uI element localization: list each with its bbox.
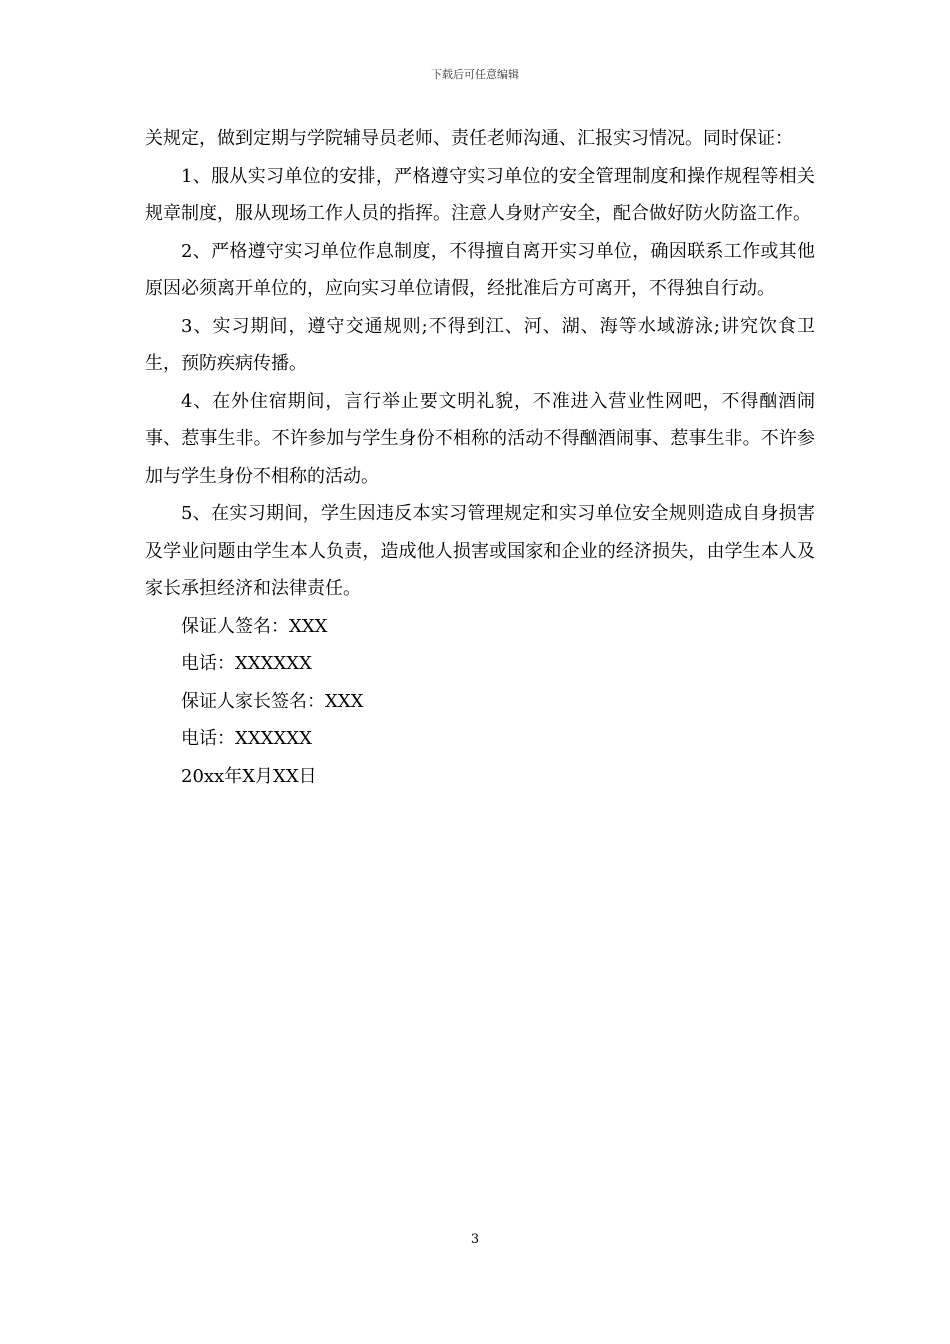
paragraph-item-2: 2、严格遵守实习单位作息制度，不得擅自离开实习单位，确因联系工作或其他原因必须离开单位的，应向实习单位请假，经批准后方可离开，不得独自行动。 (145, 240, 815, 299)
guarantor-signature: 保证人签名：XXX (181, 615, 328, 637)
guarantor-phone: 电话：XXXXXX (181, 653, 312, 674)
signature-block (145, 608, 815, 796)
signature-date: 20xx年X月XX日 (181, 765, 317, 787)
parent-signature: 保证人家长签名：XXX (181, 690, 364, 712)
page-header: 下载后可任意编辑 (431, 68, 519, 81)
document-body (145, 120, 815, 795)
paragraph-item-5: 5、在实习期间，学生因违反本实习管理规定和实习单位安全规则造成自身损害及学业问题由学生本人负责，造成他人损害或国家和企业的经济损失，由学生本人及家长承担经济和法律责任。 (145, 503, 815, 599)
page-number: 3 (470, 1232, 480, 1247)
paragraph-continuation: 关规定，做到定期与学院辅导员老师、责任老师沟通、汇报实习情况。同时保证： (145, 128, 793, 149)
parent-phone: 电话：XXXXXX (181, 728, 312, 749)
paragraph-item-3: 3、实习期间，遵守交通规则;不得到江、河、湖、海等水域游泳;讲究饮食卫生，预防疾病传播。 (145, 315, 815, 374)
paragraph-item-4: 4、在外住宿期间，言行举止要文明礼貌，不准进入营业性网吧，不得酗酒闹事、惹事生非。不许参加与学生身份不相称的活动不得酗酒闹事、惹事生非。不许参加与学生身份不相称的活动。 (145, 390, 815, 487)
paragraph-item-1: 1、服从实习单位的安排，严格遵守实习单位的安全管理制度和操作规程等相关规章制度，服从现场工作人员的指挥。注意人身财产安全，配合做好防火防盗工作。 (145, 165, 815, 224)
